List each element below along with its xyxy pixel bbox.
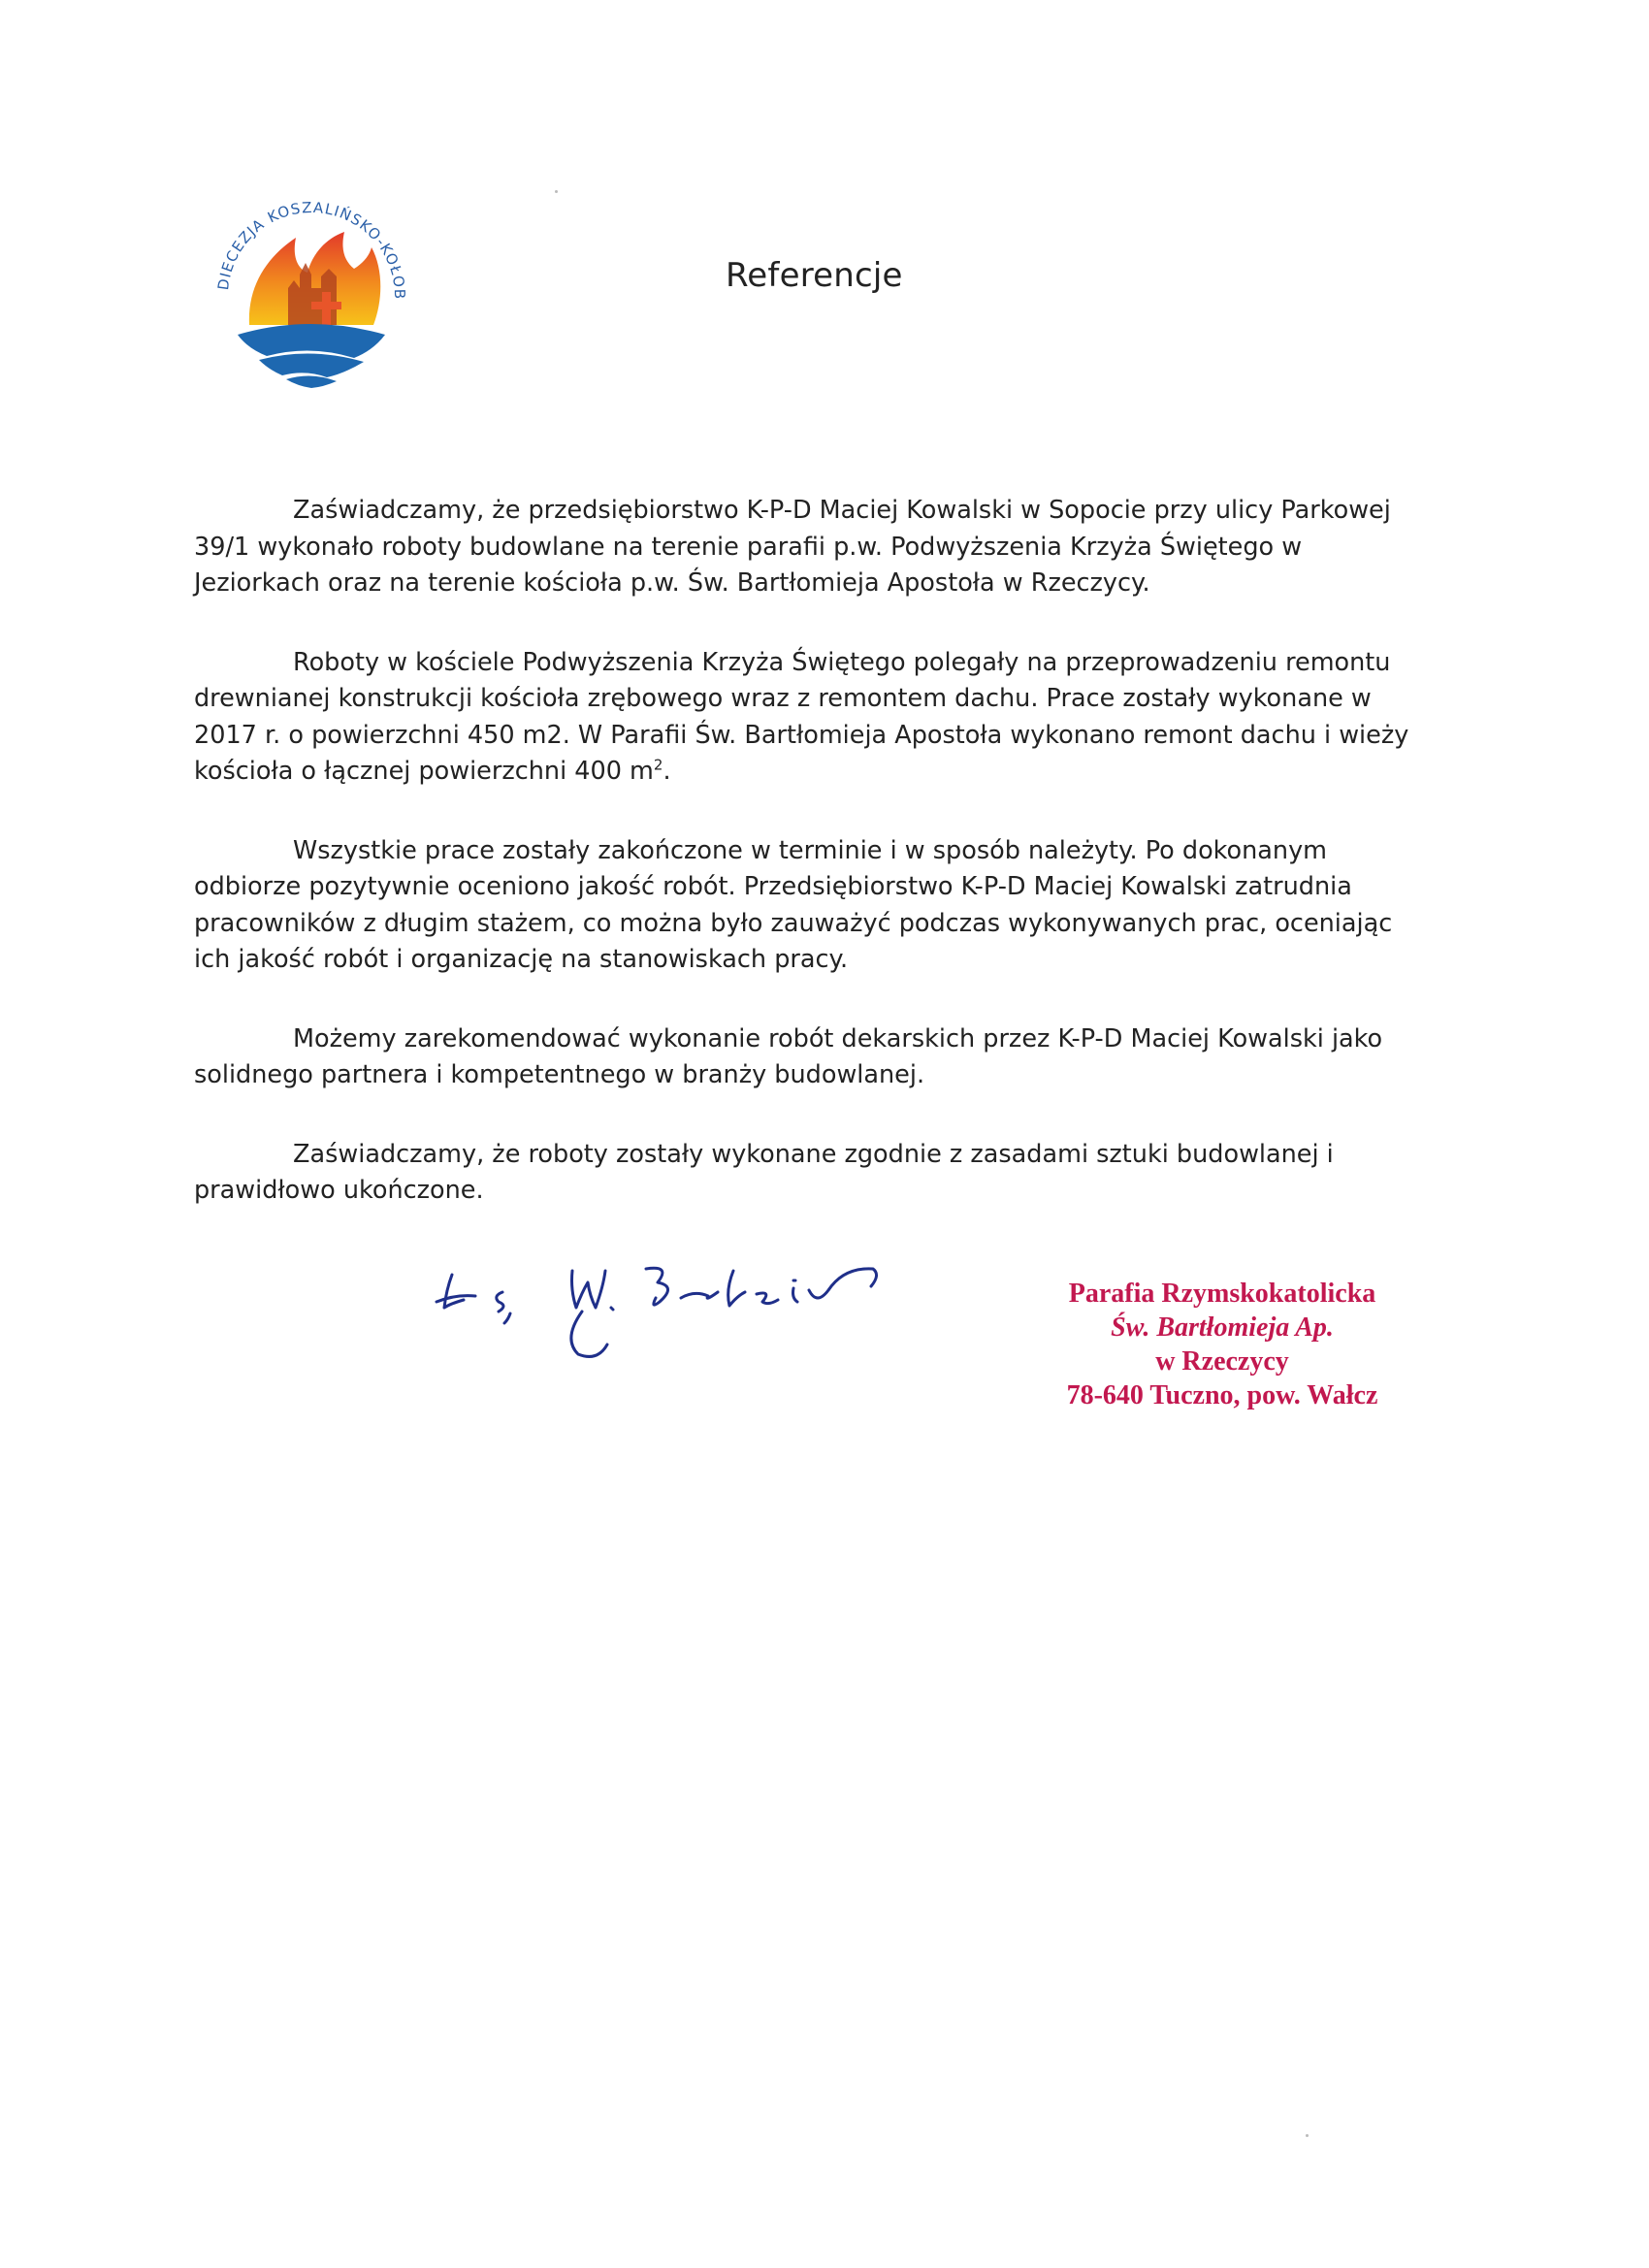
handwritten-signature-icon — [417, 1232, 941, 1368]
paragraph-2: Roboty w kościele Podwyższenia Krzyża Świętego polegały na przeprowadzeniu remontu drewnianej konstrukcji kościoła zrębowego wraz z remontem dachu. Prace zostały wykonane w 2017 r. o powierzchni 450 m2. W Parafii Św. Bartłomieja Apostoła wykonano remont dachu i wieży kościoła o łącznej powierzchni 400 $m^2$. — [194, 647, 1409, 786]
paragraph-1: Zaświadczamy, że przedsiębiorstwo K-P-D Maciej Kowalski w Sopocie przy ulicy Parkowej 39/1 wykonało roboty budowlane na terenie parafii p.w. Podwyższenia Krzyża Świętego w Jeziorkach oraz na terenie kościoła p.w. Św. Bartłomieja Apostoła w Rzeczycy. — [194, 496, 1391, 598]
page-title: Referencje — [726, 256, 903, 295]
stamp-line-3: w Rzeczycy — [1155, 1346, 1289, 1377]
parish-stamp — [1028, 1277, 1416, 1412]
superscript: 2 — [653, 756, 663, 774]
diocese-logo-icon — [199, 179, 422, 403]
paragraph-3: Wszystkie prace zostały zakończone w terminie i w sposób należyty. Po dokonanym odbiorze pozytywnie oceniono jakość robót. Przedsiębiorstwo K-P-D Maciej Kowalski zatrudnia pracowników z długim stażem, co można było zauważyć podczas wykonywanych prac, oceniając ich jakość robót i organizację na stanowiskach pracy. — [194, 835, 1393, 974]
stamp-line-2: Św. Bartłomieja Ap. — [1111, 1312, 1334, 1343]
letter-body — [194, 493, 1436, 1252]
scan-speck — [1306, 2134, 1309, 2137]
scan-speck — [555, 190, 558, 193]
svg-text:DIECEZJA KOSZALIŃSKO-KOŁOBRZES: DIECEZJA KOSZALIŃSKO-KOŁOB — [214, 198, 409, 301]
stamp-line-4: 78-640 Tuczno, pow. Wałcz — [1066, 1380, 1378, 1410]
paragraph-5: Zaświadczamy, że roboty zostały wykonane zgodnie z zasadami sztuki budowlanej i prawidłowo ukończone. — [194, 1139, 1334, 1205]
stamp-line-1: Parafia Rzymskokatolicka — [1068, 1279, 1376, 1309]
paragraph-4: Możemy zarekomendować wykonanie robót dekarskich przez K-P-D Maciej Kowalski jako solidnego partnera i kompetentnego w branży budowlanej. — [194, 1023, 1383, 1089]
